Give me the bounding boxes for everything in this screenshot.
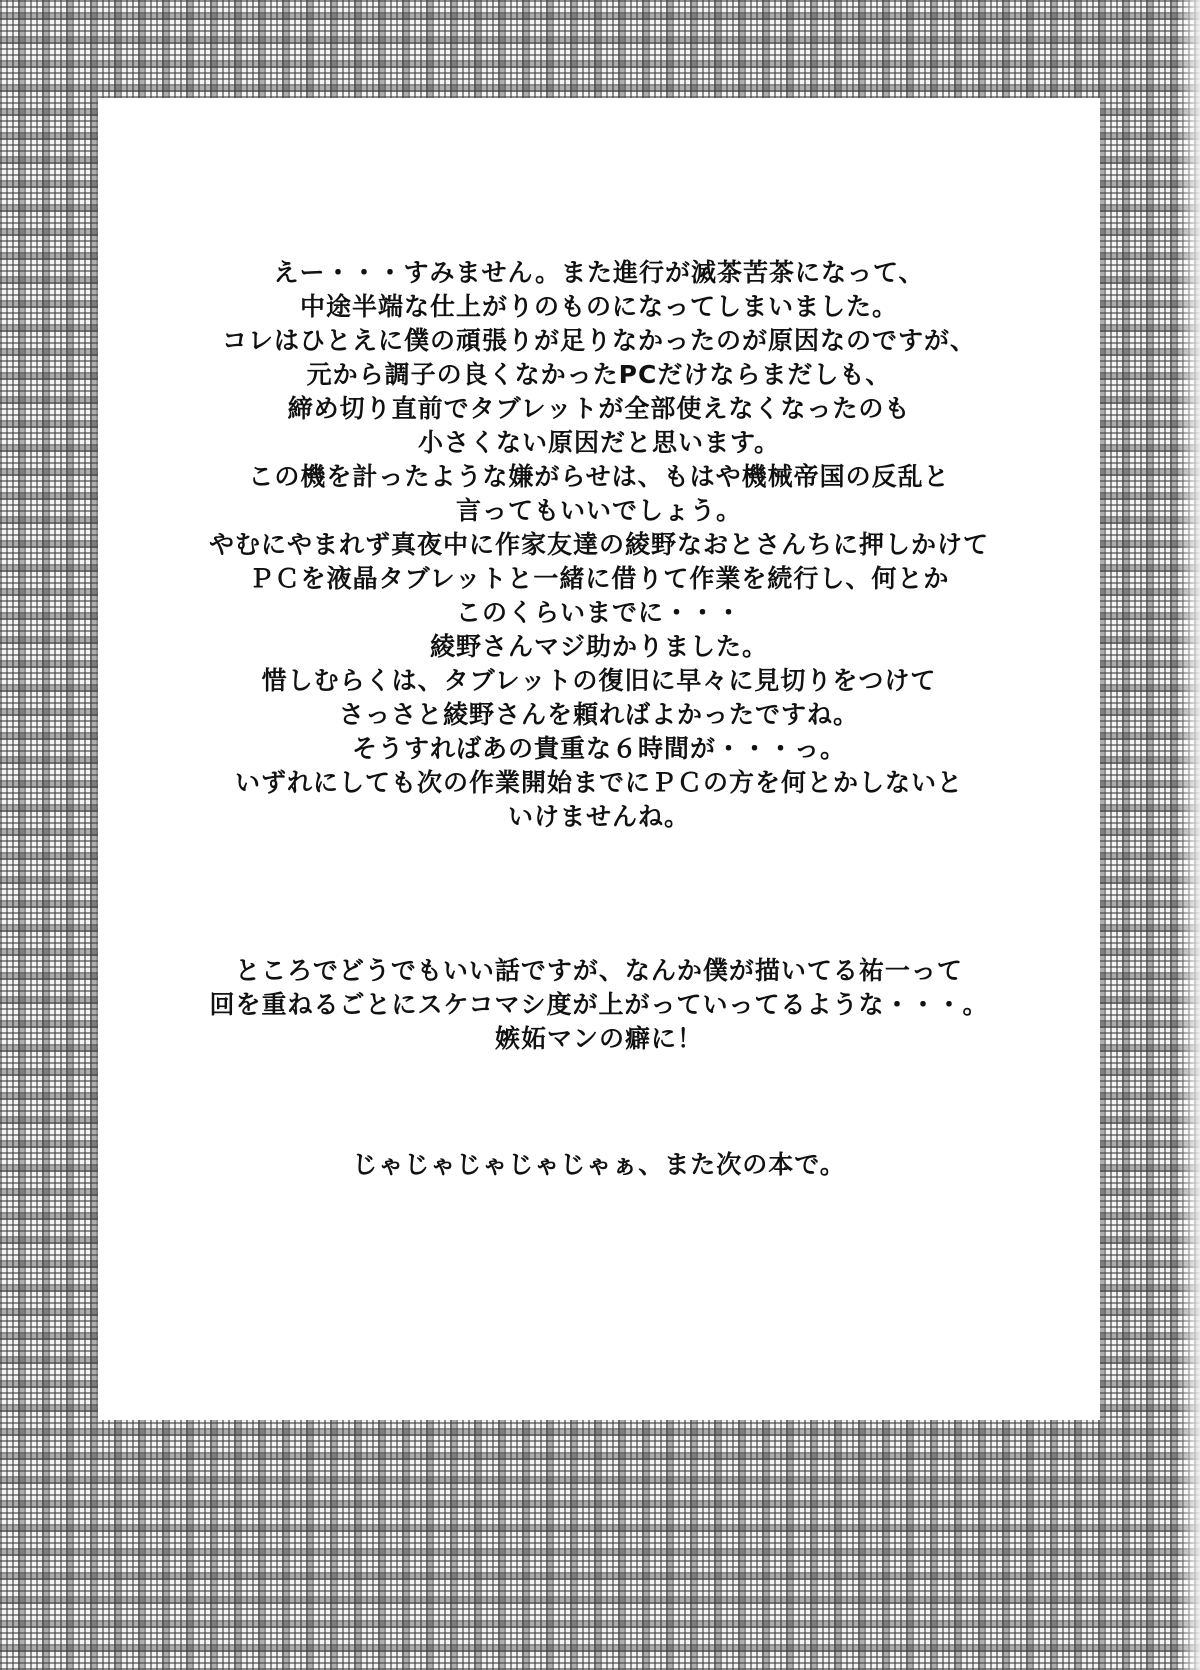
text-line: いずれにしても次の作業開始までにＰＣの方を何とかしないと <box>234 768 963 797</box>
text-line: そうすればあの貴重な６時間が・・・っ。 <box>351 734 846 763</box>
text-line: このくらいまでに・・・ <box>455 598 742 627</box>
text-line: コレはひとえに僕の頑張りが足りなかったのが原因なのですが、 <box>221 326 976 355</box>
text-line: この機を計ったような嫌がらせは、もはや機械帝国の反乱と <box>248 462 950 491</box>
text-line: 締め切り直前でタブレットが全部使えなくなったのも <box>287 394 911 423</box>
content-panel <box>98 98 1100 1420</box>
main-paragraph <box>98 256 1100 834</box>
text-line: 中途半端な仕上がりのものになってしまいました。 <box>299 292 898 321</box>
closing-paragraph <box>98 1148 1100 1182</box>
aside-paragraph <box>98 954 1100 1056</box>
scan-edge <box>1178 0 1200 1670</box>
text-line: 回を重ねるごとにスケコマシ度が上がっていってるような・・・。 <box>209 990 989 1019</box>
text-line: えー・・・すみません。また進行が滅茶苦茶になって、 <box>273 258 925 287</box>
text-line: いけませんね。 <box>507 802 690 831</box>
text-line: 嫉妬マンの癖に！ <box>494 1024 703 1053</box>
text-line: ところでどうでもいい話ですが、なんか僕が描いてる祐一って <box>235 956 963 985</box>
text-line: ＰＣを液晶タブレットと一緒に借りて作業を続行し、何とか <box>248 564 950 593</box>
text-line: 惜しむらくは、タブレットの復旧に早々に見切りをつけて <box>261 666 937 695</box>
text-line: 言ってもいいでしょう。 <box>455 496 742 525</box>
closing-line: じゃじゃじゃじゃじゃぁ、また次の本で。 <box>352 1150 846 1179</box>
text-line: やむにやまれず真夜中に作家友達の綾野なおとさんちに押しかけて <box>208 530 989 559</box>
text-line: 小さくない原因だと思います。 <box>417 428 780 457</box>
text-line: 元から調子の良くなかったPCだけならまだしも、 <box>306 360 892 389</box>
text-line: さっさと綾野さんを頼ればよかったですね。 <box>338 700 859 729</box>
text-line: 綾野さんマジ助かりました。 <box>429 632 768 661</box>
